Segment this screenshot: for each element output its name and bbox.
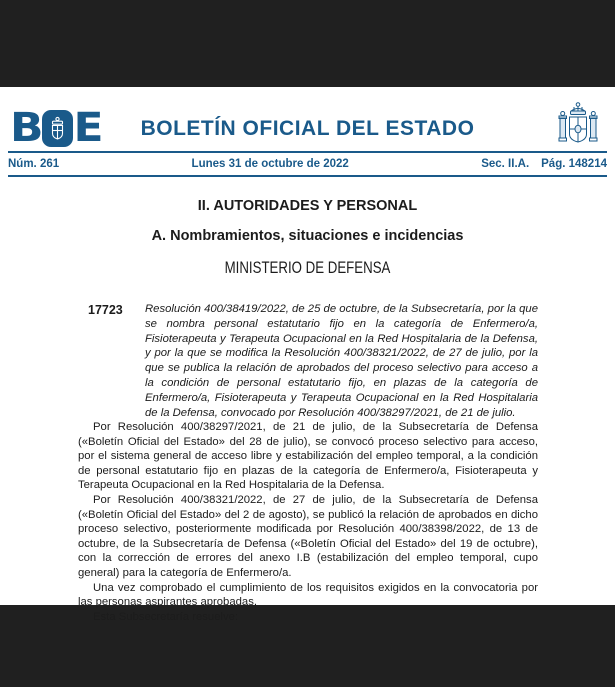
body-paragraph-4: Esta Subsecretaría resuelve:: [93, 610, 239, 623]
boe-logo-letter-b: B: [10, 104, 41, 151]
ministry-heading: MINISTERIO DE DEFENSA: [224, 258, 391, 277]
item-summary: Resolución 400/38419/2022, de 25 de octubre, de la Subsecretaría, por la que se nombra personal estatutario fijo en la categoría de Enfermero/a, Fisioterapeuta y Terapeuta Ocupacional en la Red Hospitalaria de la Defensa, y por la que se modifica la Resolución 400/38321/2022, de 27 de julio, por la que se publica la relación de aprobados del proceso selectivo para acceso a la condición de personal estatutario fijo, en plazas de la categoría de Enfermero/a, Fisioterapeuta y Terapeuta Ocupacional en la Red Hospitalaria de la Defensa, convocado por Resolución 400/38297/2021, de 21 de julio.: [145, 303, 538, 419]
issue-info-row: [8, 154, 607, 174]
subsection-heading: A. Nombramientos, situaciones e incidencias: [151, 228, 464, 244]
section-ref: Sec. II.A.: [481, 158, 530, 170]
issue-number: Núm. 261: [8, 158, 60, 170]
item-number: 17723: [88, 303, 123, 317]
issue-date: Lunes 31 de octubre de 2022: [191, 158, 349, 170]
masthead-rule-bottom: [8, 175, 607, 177]
resolution-body: [78, 420, 538, 624]
boe-document-page: [0, 87, 615, 623]
gazette-title: BOLETÍN OFICIAL DEL ESTADO: [140, 117, 475, 140]
body-paragraph-1: Por Resolución 400/38297/2021, de 21 de julio, de la Subsecretaría de Defensa («Boletín Oficial del Estado» del 28 de julio), se convocó proceso selectivo para acceso, por el sistema general de acceso libre y estabilización del empleo temporal, a la condición de personal estatutario fijo en plazas de la categoría de Enfermero/a, Fisioterapeuta y Terapeuta Ocupacional en la Red Hospitalaria de la Defensa.: [78, 421, 538, 492]
boe-logo-letter-e: E: [73, 104, 101, 151]
body-paragraph-2: Por Resolución 400/38321/2022, de 27 de julio, de la Subsecretaría de Defensa («Boletín Oficial del Estado» del 2 de agosto), se publicó la relación de aprobados en dicho proceso selectivo, posteriormente modificada por Resolución 400/38398/2022, de 13 de octubre, de la Subsecretaría de Defensa («Boletín Oficial del Estado» del 19 de octubre), con la corrección de errores del anexo I.B (estabilización del empleo temporal, cupo general) para la categoría de Enfermero/a.: [78, 493, 538, 579]
spain-coat-of-arms-icon: [557, 101, 599, 154]
body-paragraph-3: Una vez comprobado el cumplimiento de los requisitos exigidos en la convocatoria por las personas aspirantes aprobadas,: [78, 581, 538, 609]
masthead: [0, 87, 615, 177]
masthead-rule-top: [8, 151, 607, 153]
section-heading: II. AUTORIDADES Y PERSONAL: [197, 198, 418, 214]
page-ref: Pág. 148214: [541, 158, 607, 170]
